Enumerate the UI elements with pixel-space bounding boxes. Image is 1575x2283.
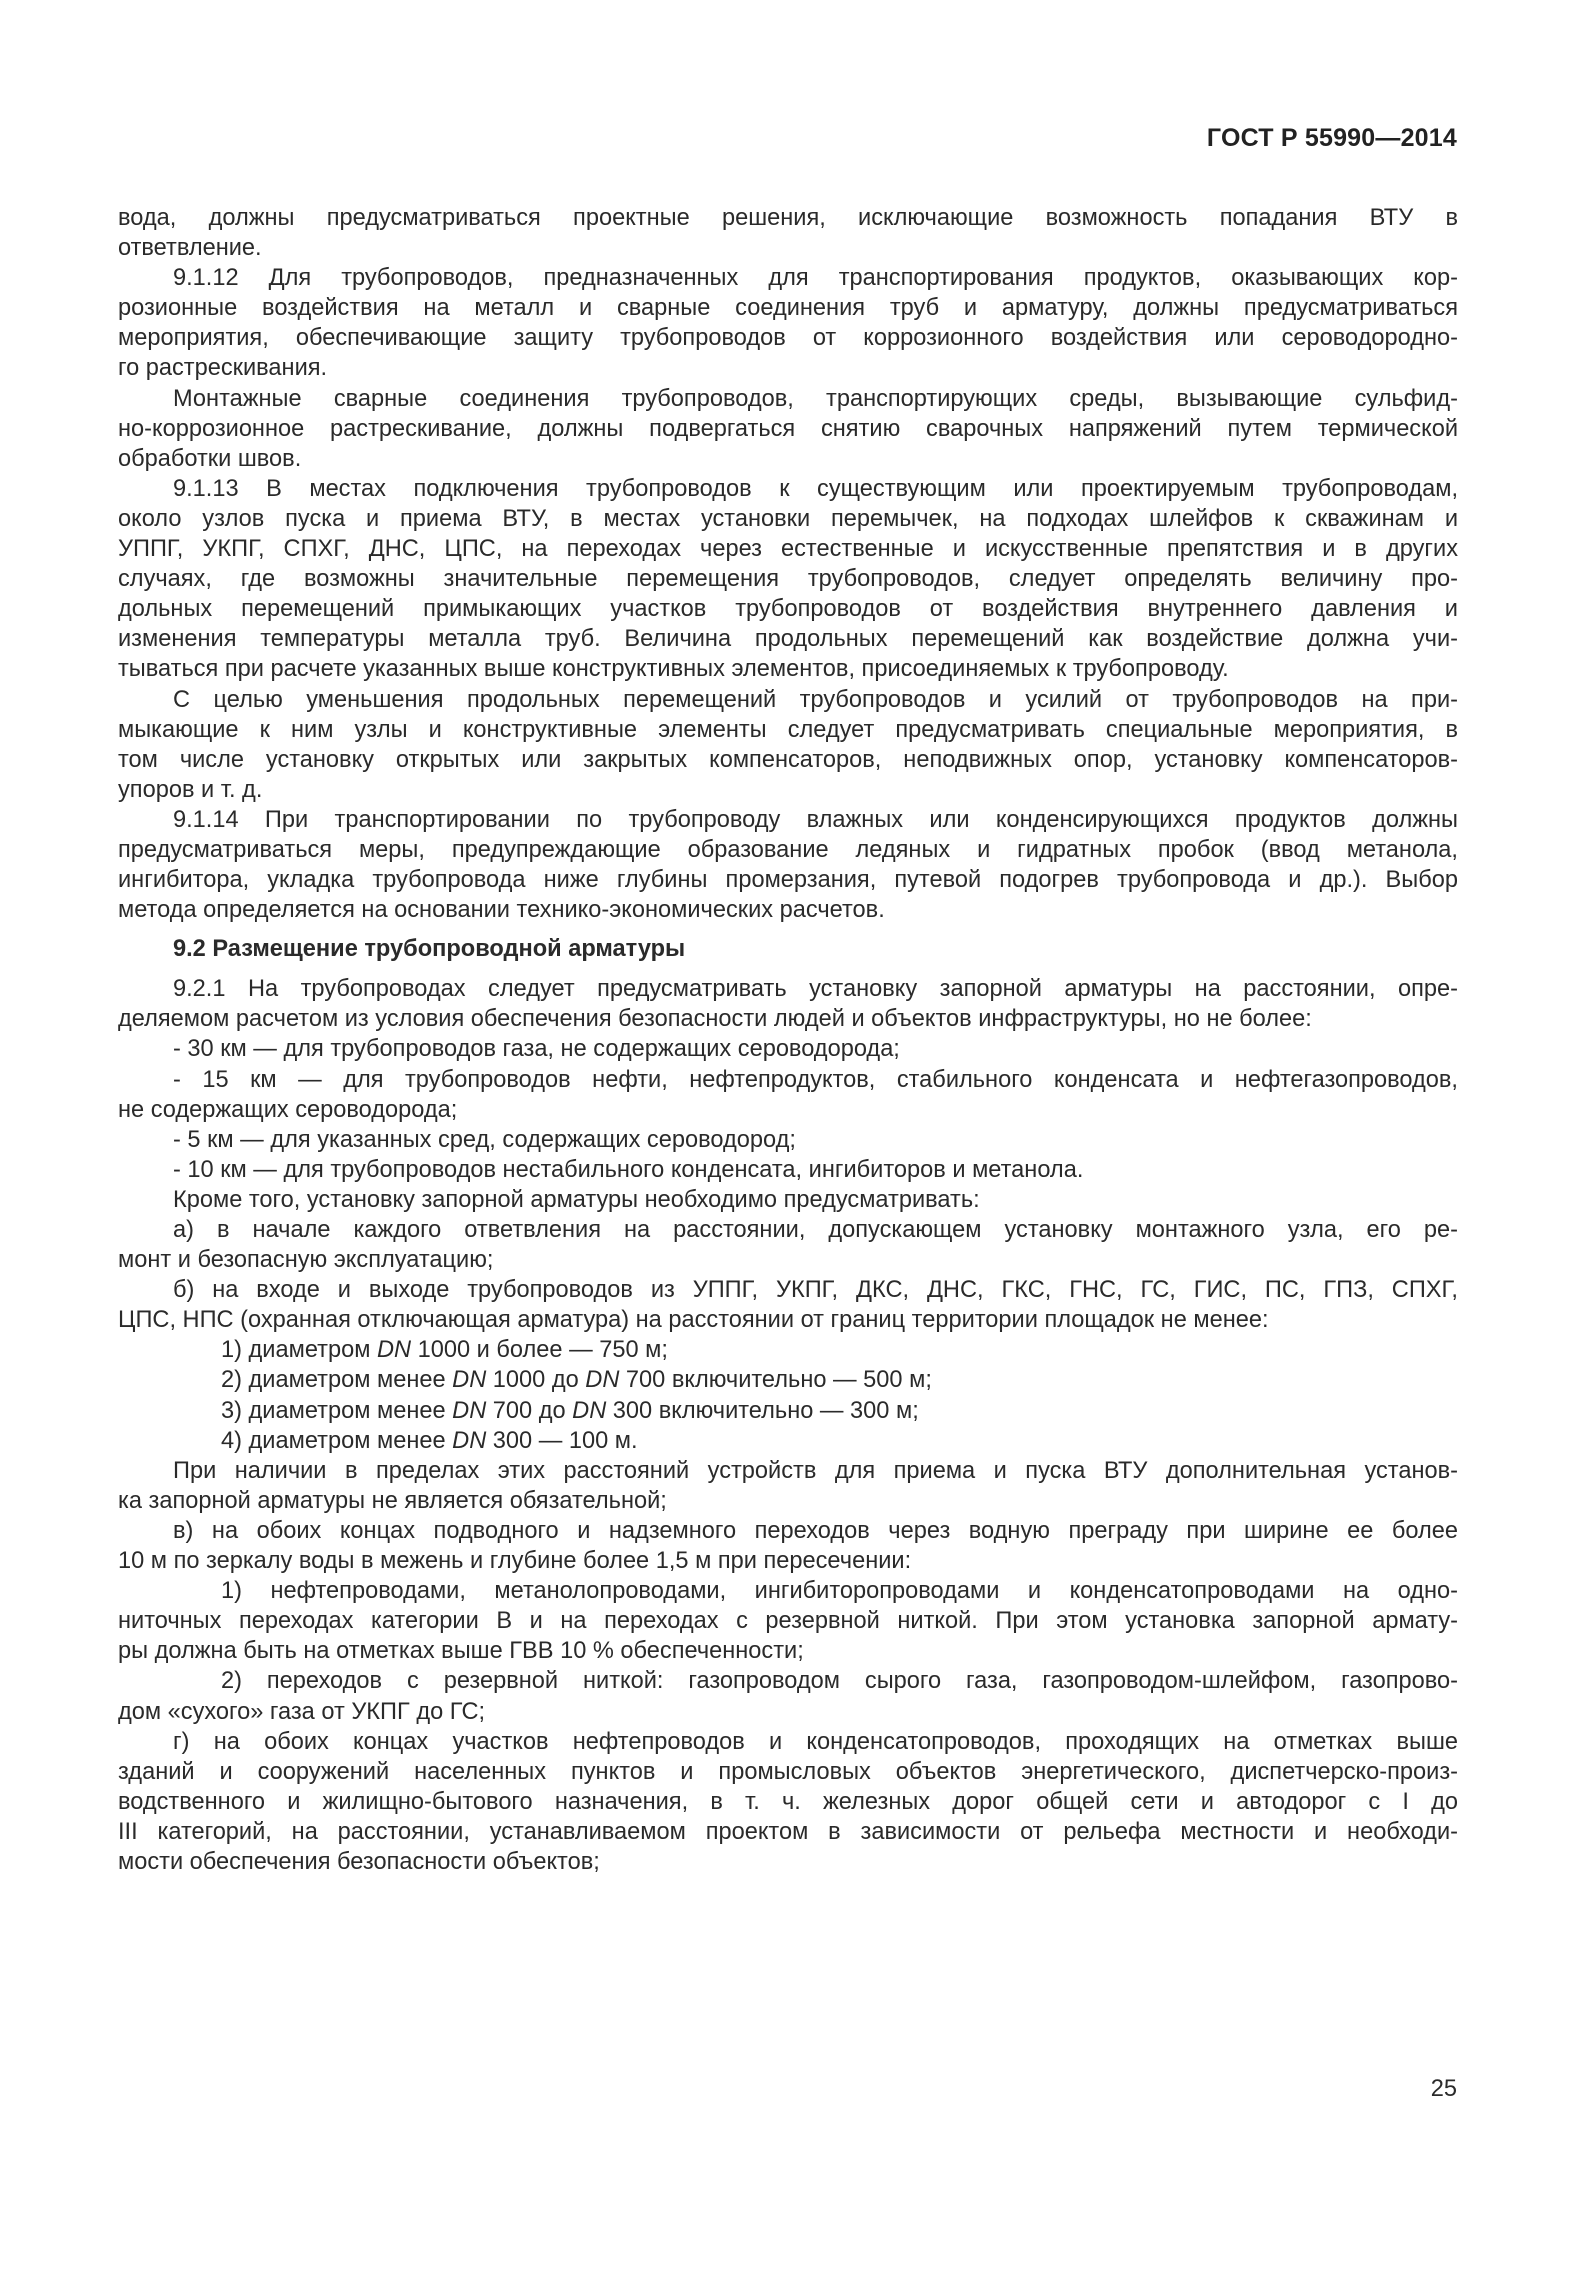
- text-line: Кроме того, установку запорной арматуры необходимо предусматривать:: [173, 1186, 980, 1213]
- text-line: - 5 км — для указанных сред, содержащих сероводород;: [173, 1126, 796, 1153]
- paragraph: [118, 1275, 1458, 1335]
- paragraph: [118, 1125, 1458, 1155]
- text-line: ниточных переходах категории В и на переходах с резервной ниткой. При этом установка запорной армату-: [118, 1608, 1458, 1635]
- text-line: том числе установку открытых или закрытых компенсаторов, неподвижных опор, установку компенсаторов-: [118, 746, 1458, 773]
- text-line: в) на обоих концах подводного и надземного переходов через водную преграду при ширине ее более: [173, 1517, 1458, 1544]
- text-line: около узлов пуска и приема ВТУ, в местах установки перемычек, на подходах шлейфов к скважинам и: [118, 505, 1458, 532]
- text-line: обработки швов.: [118, 445, 302, 472]
- text-line: 2) диаметром менее DN 1000 до DN 700 включительно — 500 м;: [221, 1367, 932, 1394]
- text-line: 2) переходов с резервной ниткой: газопроводом сырого газа, газопроводом-шлейфом, газопрово-: [221, 1668, 1458, 1695]
- paragraph: [118, 263, 1458, 383]
- paragraph: [118, 1516, 1458, 1576]
- italic-term: DN: [452, 1427, 487, 1454]
- text-line: Монтажные сварные соединения трубопроводов, транспортирующих среды, вызывающие сульфид-: [173, 385, 1458, 412]
- paragraph: [118, 1426, 1458, 1456]
- italic-term: DN: [452, 1397, 487, 1424]
- text-line: метода определяется на основании технико-экономических расчетов.: [118, 897, 885, 924]
- paragraph: [118, 1456, 1458, 1516]
- text-line: - 10 км — для трубопроводов нестабильного конденсата, ингибиторов и метанола.: [173, 1156, 1084, 1183]
- text-line: 1) нефтепроводами, метанолопроводами, ингибиторопроводами и конденсатопроводами на одно-: [221, 1578, 1458, 1605]
- paragraph: [118, 1365, 1458, 1395]
- text-line: ка запорной арматуры не является обязательной;: [118, 1487, 667, 1514]
- document-body: [118, 203, 1458, 1877]
- text-line: но-коррозионное растрескивание, должны подвергаться снятию сварочных напряжений путем термической: [118, 415, 1458, 442]
- paragraph: [118, 1335, 1458, 1365]
- text-line: 9.1.12 Для трубопроводов, предназначенных для транспортирования продуктов, оказывающих кор-: [173, 265, 1458, 292]
- text-line: III категорий, на расстоянии, устанавливаемом проектом в зависимости от рельефа местности и необходи-: [118, 1818, 1458, 1845]
- paragraph: [118, 474, 1458, 685]
- paragraph: [118, 685, 1458, 805]
- text-line: ЦПС, НПС (охранная отключающая арматура) на расстоянии от границ территории площадок не менее:: [118, 1307, 1269, 1334]
- section-heading: 9.2 Размещение трубопроводной арматуры: [173, 936, 686, 963]
- text-line: 9.2.1 На трубопроводах следует предусматривать установку запорной арматуры на расстоянии, опре-: [173, 976, 1458, 1003]
- text-line: - 30 км — для трубопроводов газа, не содержащих сероводорода;: [173, 1036, 900, 1063]
- text-line: розионные воздействия на металл и сварные соединения труб и арматуру, должны предусматриваться: [118, 295, 1458, 322]
- paragraph: [118, 384, 1458, 474]
- text-line: 3) диаметром менее DN 700 до DN 300 включительно — 300 м;: [221, 1397, 919, 1424]
- italic-term: DN: [572, 1397, 607, 1424]
- text-line: случаях, где возможны значительные перемещения трубопроводов, следует определять величину про-: [118, 566, 1458, 593]
- text-line: не содержащих сероводорода;: [118, 1096, 458, 1123]
- text-line: 1) диаметром DN 1000 и более — 750 м;: [221, 1337, 668, 1364]
- paragraph: [118, 1396, 1458, 1426]
- text-line: б) на входе и выходе трубопроводов из УППГ, УКПГ, ДКС, ДНС, ГКС, ГНС, ГС, ГИС, ПС, ГПЗ, СПХГ,: [173, 1277, 1458, 1304]
- text-line: предусматриваться меры, предупреждающие образование ледяных и гидратных пробок (ввод метанола,: [118, 836, 1458, 863]
- text-line: - 15 км — для трубопроводов нефти, нефтепродуктов, стабильного конденсата и нефтегазопроводов,: [173, 1066, 1458, 1093]
- italic-term: DN: [452, 1367, 487, 1394]
- text-line: ры должна быть на отметках выше ГВВ 10 % обеспеченности;: [118, 1638, 804, 1665]
- text-line: 9.1.14 При транспортировании по трубопроводу влажных или конденсирующихся продуктов должны: [173, 806, 1458, 833]
- paragraph: [118, 1727, 1458, 1877]
- text-line: ответвление.: [118, 235, 262, 262]
- paragraph: [118, 1155, 1458, 1185]
- paragraph: [118, 1185, 1458, 1215]
- text-line: дом «сухого» газа от УКПГ до ГС;: [118, 1698, 486, 1725]
- text-line: 9.1.13 В местах подключения трубопроводов к существующим или проектируемым трубопроводам,: [173, 475, 1458, 502]
- text-line: УППГ, УКПГ, СПХГ, ДНС, ЦПС, на переходах через естественные и искусственные препятствия и в других: [118, 536, 1458, 563]
- page-number: 25: [1430, 2076, 1457, 2102]
- text-line: мости обеспечения безопасности объектов;: [118, 1848, 600, 1875]
- text-line: а) в начале каждого ответвления на расстоянии, допускающем установку монтажного узла, его ре-: [173, 1217, 1458, 1243]
- text-line: вода, должны предусматриваться проектные решения, исключающие возможность попадания ВТУ в: [118, 205, 1458, 231]
- text-line: 10 м по зеркалу воды в межень и глубине более 1,5 м при пересечении:: [118, 1548, 912, 1575]
- text-line: г) на обоих концах участков нефтепроводов и конденсатопроводов, проходящих на отметках выше: [173, 1728, 1458, 1755]
- text-line: С целью уменьшения продольных перемещений трубопроводов и усилий от трубопроводов на при-: [173, 686, 1458, 713]
- italic-term: DN: [377, 1337, 412, 1364]
- text-line: 4) диаметром менее DN 300 — 100 м.: [221, 1427, 638, 1454]
- text-line: ингибитора, укладка трубопровода ниже глубины промерзания, путевой подогрев трубопровода и др.). Выбор: [118, 867, 1458, 894]
- paragraph: [118, 1666, 1458, 1726]
- text-line: деляемом расчетом из условия обеспечения безопасности людей и объектов инфраструктуры, но не более:: [118, 1006, 1312, 1033]
- text-line: тываться при расчете указанных выше конструктивных элементов, присоединяемых к трубопроводу.: [118, 656, 1229, 683]
- text-line: зданий и сооружений населенных пунктов и промысловых объектов энергетического, диспетчерско-произ-: [118, 1758, 1458, 1785]
- paragraph: [118, 203, 1458, 263]
- paragraph: [118, 1034, 1458, 1064]
- paragraph: [118, 1576, 1458, 1666]
- text-line: упоров и т. д.: [118, 776, 263, 803]
- paragraph: [118, 1215, 1458, 1275]
- italic-term: DN: [585, 1367, 620, 1394]
- paragraph: [118, 805, 1458, 925]
- paragraph: [118, 1065, 1458, 1125]
- text-line: изменения температуры металла труб. Величина продольных перемещений как воздействие должна учи-: [118, 626, 1458, 653]
- text-line: го растрескивания.: [118, 355, 328, 382]
- text-line: мероприятия, обеспечивающие защиту трубопроводов от коррозионного воздействия или сероводородно-: [118, 325, 1458, 352]
- text-line: водственного и жилищно-бытового назначения, в т. ч. железных дорог общей сети и автодорог с I до: [118, 1788, 1458, 1815]
- text-line: мыкающие к ним узлы и конструктивные элементы следует предусматривать специальные мероприятия, в: [118, 716, 1458, 743]
- document-code-header: ГОСТ Р 55990—2014: [1206, 124, 1457, 152]
- text-line: дольных перемещений примыкающих участков трубопроводов от воздействия внутреннего давления и: [118, 596, 1458, 623]
- text-line: При наличии в пределах этих расстояний устройств для приема и пуска ВТУ дополнительная установ-: [173, 1457, 1458, 1484]
- text-line: монт и безопасную эксплуатацию;: [118, 1247, 494, 1274]
- paragraph: [118, 974, 1458, 1034]
